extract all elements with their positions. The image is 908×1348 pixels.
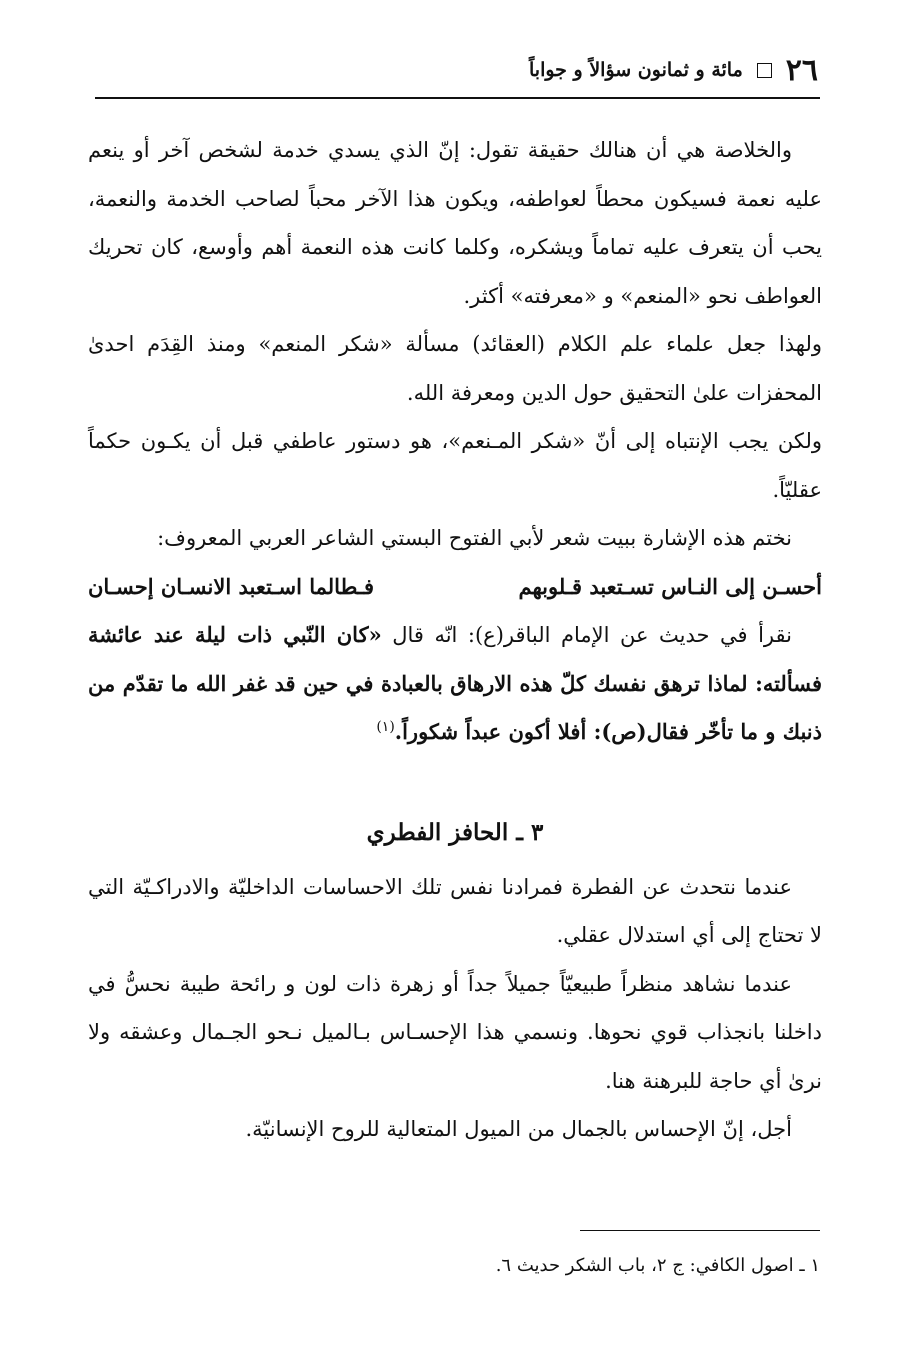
verse-first-hemistich: أحسـن إلى النـاس تسـتعبد قـلوبهم [518, 573, 822, 599]
hadith-quote: «كان النّبي ذات ليلة عند عائشة فسألته: لماذا ترهق نفسك كلّ هذه الارهاق بالعبادة في حين قد غفر الله ما تقدّم من ذنبك و ما تأخّر فقال(ص): أفلا أكون عبداً شكوراً. [88, 622, 822, 744]
footnote: ١ ـ اصول الكافي: ج ٢، باب الشكر حديث ٦. [495, 1255, 820, 1276]
running-title: مائة و ثمانون سؤالاً و جواباً [529, 59, 743, 81]
paragraph-4: نختم هذه الإشارة ببيت شعر لأبي الفتوح البستي الشاعر العربي المعروف: [157, 526, 792, 550]
paragraph-8: أجل، إنّ الإحساس بالجمال من الميول المتعالية للروح الإنسانيّة. [245, 1117, 792, 1141]
square-ornament-icon [757, 63, 772, 78]
page-header [95, 50, 818, 90]
footnote-reference[interactable]: (١) [376, 719, 395, 735]
paragraph-3: ولكن يجب الإنتباه إلى أنّ «شكر المـنعم»، هو دستور عاطفي قبل أن يكـون حكماً عقليّاً. [88, 429, 822, 502]
body-text [88, 126, 822, 1154]
verse-second-hemistich: فـطالما اسـتعبد الانسـان إحسـان [88, 573, 374, 599]
paragraph-7: عندما نشاهد منظراً طبيعيّاً جميلاً جداً أو زهرة ذات لون و رائحة طيبة نحسُّ في داخلنا بانجذاب قوي نحوها. ونسمي هذا الإحسـاس بـالميل نـحو الجـمال وعشقه ولا نرىٰ أي حاجة للبرهنة هنا. [88, 971, 822, 1093]
paragraph-2: ولهذا جعل علماء علم الكلام (العقائد) مسألة «شكر المنعم» ومنذ القِدَم احدىٰ المحفزات علىٰ التحقيق حول الدين ومعرفة الله. [88, 332, 822, 405]
header-rule [95, 97, 820, 99]
poem-verse [88, 563, 822, 612]
paragraph-1: والخلاصة هي أن هنالك حقيقة تقول: إنّ الذي يسدي خدمة لشخص آخر أو ينعم عليه نعمة فسيكون محطاً لعواطفه، ويكون هذا الآخر محباً لصاحب الخدمة والنعمة، يحب أن يتعرف عليه تماماً ويشكره، وكلما كانت هذه النعمة أهم وأوسع، كان تحريك العواطف نحو «المنعم» و «معرفته» أكثر. [88, 138, 822, 308]
paragraph-5-intro: نقرأ في حديث عن الإمام الباقر(ع): انّه قال [392, 623, 792, 647]
section-heading: ٣ ـ الحافز الفطري [366, 818, 544, 846]
footnote-rule [580, 1230, 820, 1231]
paragraph-6: عندما نتحدث عن الفطرة فمرادنا نفس تلك الاحساسات الداخليّة والادراكـيّة التي لا تحتاج إلى أي استدلال عقلي. [88, 874, 822, 947]
paragraph-5 [88, 611, 822, 757]
page-number: ٢٦ [785, 52, 818, 88]
